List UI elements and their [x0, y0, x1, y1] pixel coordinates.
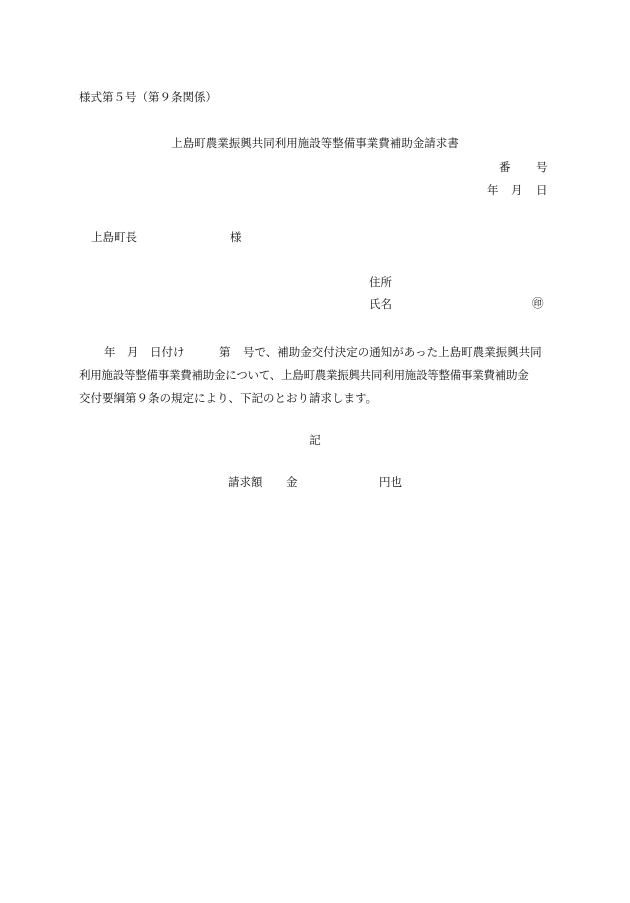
body-day-dated: 日付け	[150, 345, 185, 359]
document-title: 上島町農業振興共同利用施設等整備事業費補助金請求書	[171, 136, 459, 150]
ref-day: 日	[536, 183, 548, 197]
ref-year: 年	[487, 183, 499, 197]
body-dai: 第	[219, 345, 231, 359]
claim-unit: 円也	[379, 475, 402, 489]
body-line3: 交付要綱第９条の規定により、下記のとおり請求します。	[79, 391, 378, 405]
form-number: 様式第５号（第９条関係）	[79, 90, 217, 104]
applicant-address-label: 住所	[369, 275, 392, 289]
ref-number-label-right: 号	[536, 160, 548, 174]
ki-heading: 記	[309, 433, 321, 447]
claim-kin: 金	[286, 475, 298, 489]
ref-month: 月	[511, 183, 523, 197]
body-line2: 利用施設等整備事業費補助金について、上島町農業振興共同利用施設等整備事業費補助金	[79, 368, 529, 382]
body-month: 月	[127, 345, 139, 359]
body-year: 年	[104, 345, 116, 359]
addressee-honorific: 様	[230, 230, 242, 244]
seal-mark: ㊞	[532, 296, 544, 310]
applicant-name-label: 氏名	[369, 297, 392, 311]
body-line1-rest: 号で、補助金交付決定の通知があった上島町農業振興共同	[243, 345, 542, 359]
claim-label: 請求額	[228, 475, 263, 489]
ref-number-label-left: 番	[499, 160, 511, 174]
addressee-name: 上島町長	[91, 230, 137, 244]
